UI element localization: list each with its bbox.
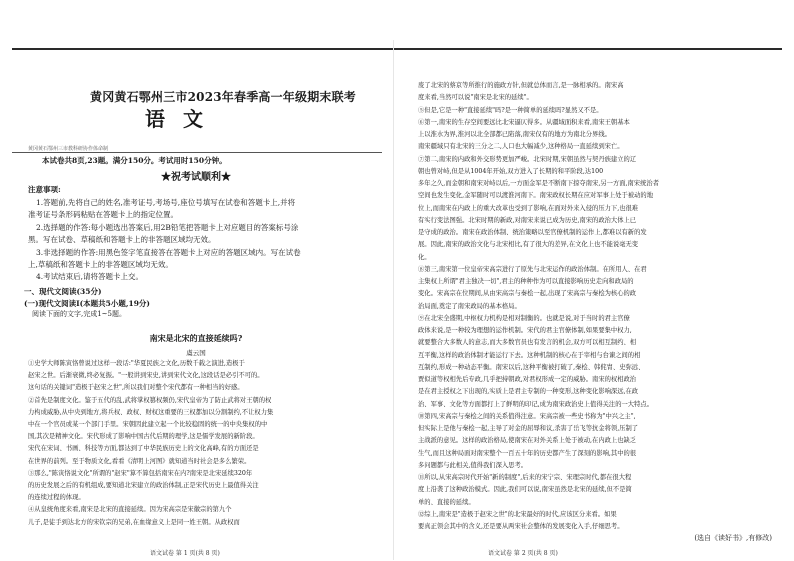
text-line: ⑤但是,它是一种"直接延续"吗?是一种简单的延续吗?显然又不是。 (418, 106, 603, 114)
article-left-body (28, 358, 383, 529)
note-line: 4.考试结束后,请将答题卡上交。 (36, 272, 144, 282)
text-line: 生气,而且这种局面对南宋整个一百五十年的历史都产生了深刻的影响,其中的很 (418, 449, 637, 457)
text-line: 治局面,奠定了南宋政局的基本格局。 (418, 302, 521, 310)
exam-info: 本试卷共8页,23题。满分150分。考试用时150分钟。 (42, 156, 227, 165)
text-line: ①史学大师陈寅恪曾说过这样一段话:"华夏民族之文化,历数千载之演进,造极于 (28, 360, 245, 367)
text-line: 治、军事、文化等方面都打上了鲜明的印记,成为南宋政治史上值得关注的一大特点。 (418, 400, 653, 408)
text-line: ④从皇统角度来看,南宋是北宋的直接延续。因为宋高宗是宋徽宗的第九个 (28, 506, 232, 514)
text-line: 度来看,当然可以说"南宋是北宋的延续"。 (418, 94, 533, 102)
text-line: 宋代在宋词、书画、科技等方面,都达到了中华民族历史上的文化高峰,有的方面还是 (28, 445, 259, 453)
text-line: 位上,而南宋在内政上的重大改革也受到了影响,在面对外来入侵的压力下,也很难 (418, 204, 639, 212)
section-sub: (一)现代文阅读Ⅰ(本题共5小题,19分) (24, 298, 150, 308)
text-line: 互制约,形成一种动态平衡。南宋以后,这种平衡被打破了,秦桧、韩侂胄、史弥远、 (418, 363, 645, 371)
note-line: 2.选择题的作答:每小题选出答案后,用2B铅笔把答题卡上对应题目的答案标号涂 (36, 222, 299, 232)
text-line: 度上沿袭了这种政治模式。因此,我们可以说,南宋虽然是北宋的延续,但不是简 (418, 486, 632, 494)
text-line: ⑧第三,南宋第一位皇帝宋高宗进行了原先与北宋运作的政治体制。在所用人、在君 (418, 265, 647, 273)
text-line: 上以淮水为界,淮河以北全部都已陷落,南宋仅有的地方为南北分界线。 (418, 131, 611, 138)
text-line: 主战派的意见。这样的政治格局,使南宋在对外关系上处于被动,在内政上也缺乏 (418, 437, 637, 445)
text-line: 要真正领会其中的含义,还是要从两宋社会整体的发展变化入手,仔细思考。 (418, 523, 624, 530)
section-heading (24, 286, 376, 321)
text-line: ⑦第二,南宋的内政和外交形势更加严峻。北宋时期,宋朝虽然与契丹族建立的辽 (418, 155, 637, 163)
text-line: 南宋疆域只有北宋的三分之二,人口也大幅减少,这种格局一直延续到宋亡。 (418, 143, 624, 151)
notes-title: 注意事项: (28, 185, 61, 194)
text-line: 的历史发展之后的有机组成,要知道北宋建立的政治体制,正是宋代历史上最值得关注 (28, 482, 259, 490)
text-line: 儿子,是徒手到达北方的宋钦宗的兄弟,在血缘意义上是同一姓王朝。从政权而 (28, 518, 240, 526)
note-line: 1.答题前,先将自己的姓名,准考证号,考场号,座位号填写在试卷和答题卡上,并将 (36, 198, 296, 207)
note-line: 准考证号条形码粘贴在答题卡上的指定位置。 (28, 210, 178, 220)
text-line: 展。因此,南宋的政治文化与北宋相比,有了很大的差异,在文化上也不能说毫无变 (418, 241, 639, 249)
article-source: (选自《读好书》,有修改) (694, 534, 772, 542)
text-line: 中在一个官员或某一个部门手里。宋朝因此建立起一个比较稳固的统一的中央集权的中 (28, 421, 268, 429)
text-line: 有实行变法图强。北宋时期的新政,对南宋来说已成为历史,南宋的政治大体上已 (418, 216, 637, 224)
text-line: 化。 (418, 253, 431, 261)
text-line: 贾似道等权相先后专政,几乎把持朝政,对君权形成一定的威胁。南宋的权相政治 (418, 376, 637, 383)
page-footer-right: 语文试卷 第 2 页(共 8 页) (488, 550, 558, 557)
text-line: ⑩第四,宋高宗与秦桧之间的关系值得注意。宋高宗被一些史书称为"中兴之主", (418, 412, 636, 420)
text-line: 国,其次是精神文化。宋代形成了影响中国古代后期的理学,这是儒学发展的新阶段。 (28, 433, 259, 441)
text-line: 废了北宋的蔡京等所推行的施政方针,但就总体而言,是一脉相承的。南宋高 (418, 82, 624, 89)
text-line: 政体来说,是一种较为理想的运作机制。宋代的君主官僚体制,如果要集中权力, (418, 327, 632, 334)
page-divider (393, 40, 394, 560)
text-line: 多年之久,而金朝和南宋对峙以后,一方面金军是不断南下掠夺南宋,另一方面,南宋统治者 (418, 180, 659, 187)
text-line: 主集权上所谓"君主独决一切",君主的种种作为可以直接影响历史走向和政局的 (418, 278, 634, 285)
text-line: 变化。宋高宗在位期间,从由宋高宗与秦桧一起,出现了宋高宗与秦桧为核心的政 (418, 290, 637, 298)
article-right-body (418, 80, 784, 533)
subject-title: 语文 (145, 107, 221, 131)
text-line: ②首先是制度文化。鉴于五代的乱,武将掌权篡权频仍,宋代皇帝为了防止武将对王朝的权 (28, 396, 272, 404)
text-line: 多问题都与此相关,值得我们深入思考。 (418, 461, 528, 469)
text-line: ③那么,"陈寅恪说文化"所谓的"赵宋"算不算包括南宋在内?南宋是北宋延续320年 (28, 469, 253, 477)
text-line: 互平衡,这样的政治体制才能运行下去。这种机制的核心在于宰相与台谏之间的相 (418, 351, 641, 359)
text-line: 单的、直接的延续。 (418, 498, 475, 506)
text-line: 这句话的关键词"造极于赵宋之世",所以我们对整个宋代都有一种相当的好感。 (28, 384, 244, 392)
maker-note: 黄冈黄石鄂州三市教科研协作体命制 (28, 146, 109, 152)
notes-list (28, 197, 380, 284)
note-line: 3.非选择题的作答:用黑色签字笔直接答在答题卡上对应的答题区域内。写在试卷 (36, 247, 301, 257)
page-footer-left: 语文试卷 第 1 页(共 8 页) (150, 550, 220, 557)
note-line: 黑。写在试卷、草稿纸和答题卡上的非答题区域均无效。 (28, 235, 216, 245)
text-line: 空间也发生变化,金军随时可以渡淮河南下。南宋政权长期在应对军事上处于被动的地 (418, 192, 653, 200)
text-line: 是守成的政治。南宋在政治体制、统治策略以至官僚机制的运作上,都难以有新的发 (418, 229, 647, 236)
note-line: 上,草稿纸和答题卡上的非答题区域均无效。 (28, 260, 173, 270)
text-line: ⑫综上,南宋是"造极于赵宋之世"的北宋最好的时代,应该区分来看。如果 (418, 510, 617, 518)
text-line: 就要整合大多数人的意志,而大多数官员也有发言的机会,双方可以相互制约、相 (418, 339, 637, 347)
text-line: 是在君主授权之下出现的,实质上是君主专制的一种变形,这种变化影响深远,在政 (418, 388, 639, 396)
article-title: 南宋是北宋的直接延续吗? (149, 333, 243, 343)
article-author: 虞云国 (186, 349, 206, 357)
exam-title: 黄冈黄石鄂州三市2023年春季高一年级期末联考 (90, 90, 357, 104)
text-line: ⑨在北宋全盛期,中枢权力机构是相对制衡的。也就是说,对于当时的君主官僚 (418, 314, 630, 322)
section-part: 一、现代文阅读(35分) (24, 287, 102, 296)
text-line: 朝也曾对峙,但是从1004年开始,双方进入了长期的和平阶段,达100 (418, 167, 604, 175)
page-right (396, 0, 794, 561)
section-instruction: 阅读下面的文字,完成1~5题。 (32, 310, 126, 318)
maker-rule (12, 152, 382, 153)
text-line: 但实际上是他与秦桧一起,主导了对金的屈辱和议,杀害了岳飞等抗金将领,压制了 (418, 425, 639, 432)
text-line: 力构成威胁,从中央到地方,将兵权、政权、财权这重要的三权都加以分割制约,不让权力集 (28, 408, 274, 416)
good-luck-banner: ★祝考试顺利★ (161, 172, 231, 183)
page-left (0, 0, 392, 561)
text-line: 赵宋之世。后渐衰微,终必复振。"一般讲到宋史,讲到宋代文化,这段话是必引不可的。 (28, 372, 264, 380)
text-line: 的连续过程的体现。 (28, 494, 85, 502)
text-line: ⑥第一,南宋的生存空间要远比北宋逼仄得多。从疆域面积来看,南宋王朝基本 (418, 118, 630, 126)
text-line: 在世界的前列。至于物质文化,看看《清明上河图》就知道当时社会是多么繁荣。 (28, 457, 251, 465)
text-line: ⑪所以,从宋高宗时代开始"新的制度",后来的宋宁宗、宋理宗时代,都在很大程 (418, 474, 632, 481)
